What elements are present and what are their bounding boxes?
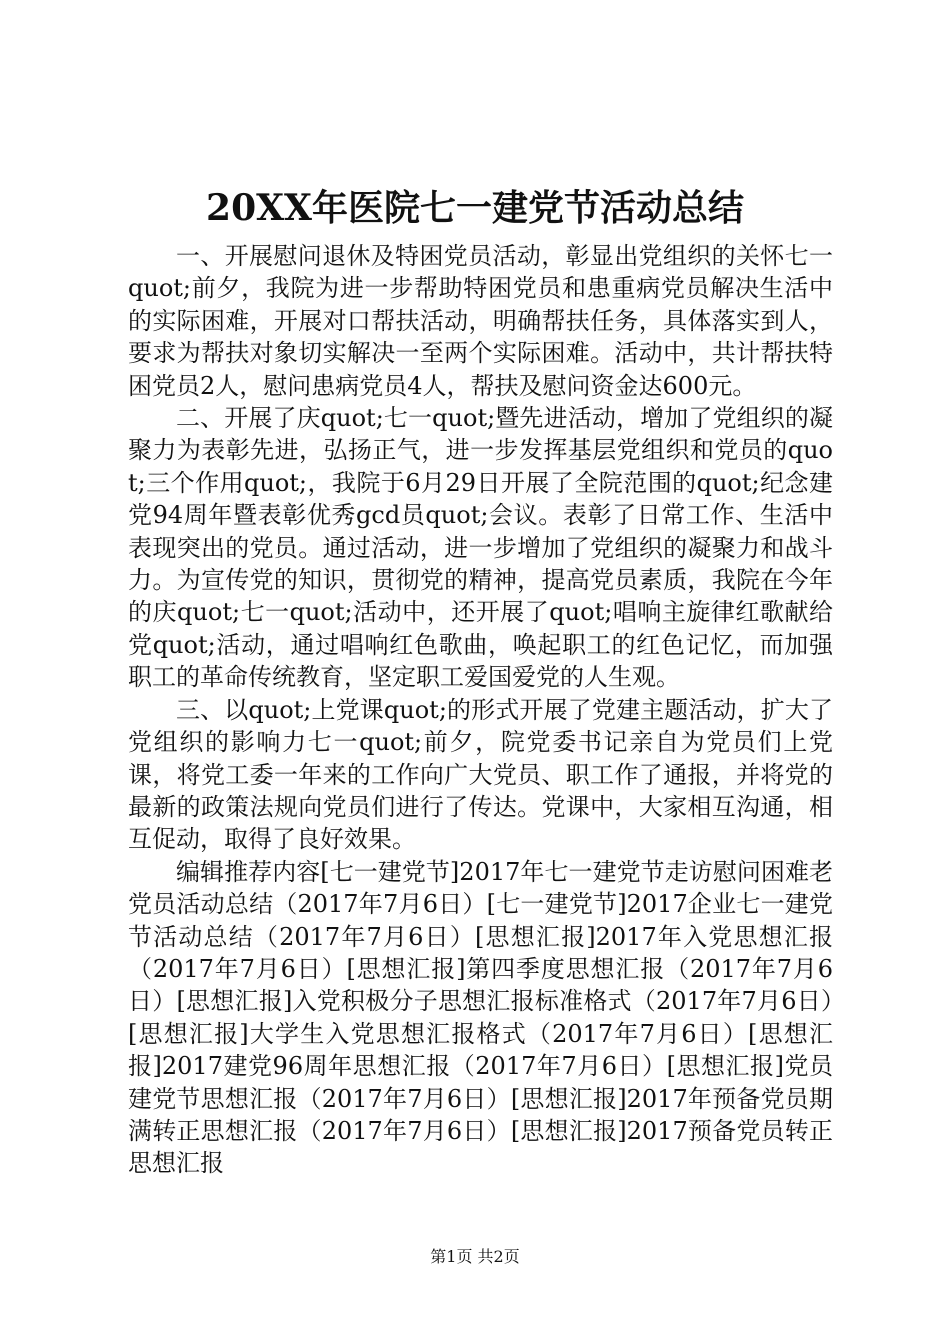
paragraph-1: 一、开展慰问退休及特困党员活动，彰显出党组织的关怀七一quot;前夕，我院为进一步帮助特困党员和患重病党员解决生活中的实际困难，开展对口帮扶活动，明确帮扶任务，具体落实到人，要求为帮扶对象切实解决一至两个实际困难。活动中，共计帮扶特困党员2人，慰问患病党员4人，帮扶及慰问资金达600元。 (128, 242, 833, 400)
document-body (128, 240, 833, 1180)
paragraph-3: 三、以quot;上党课quot;的形式开展了党建主题活动，扩大了党组织的影响力七一quot;前夕，院党委书记亲自为党员们上党课，将党工委一年来的工作向广大党员、职工作了通报，并将党的最新的政策法规向党员们进行了传达。党课中，大家相互沟通，相互促动，取得了良好效果。 (128, 695, 833, 854)
paragraph-recommended: 编辑推荐内容[七一建党节]2017年七一建党节走访慰问困难老党员活动总结（2017年7月6日）[七一建党节]2017企业七一建党节活动总结（2017年7月6日）[思想汇报]2017年入党思想汇报（2017年7月6日）[思想汇报]第四季度思想汇报（2017年7月6日）[思想汇报]入党积极分子思想汇报标准格式（2017年7月6日）[思想汇报]大学生入党思想汇报格式（2017年7月6日）[思想汇报]2017建党96周年思想汇报（2017年7月6日）[思想汇报]党员建党节思想汇报（2017年7月6日）[思想汇报]2017年预备党员期满转正思想汇报（2017年7月6日）[思想汇报]2017预备党员转正思想汇报 (128, 857, 833, 1178)
page-number-footer: 第1页 共2页 (430, 1247, 520, 1266)
document-title: 20XX年医院七一建党节活动总结 (206, 187, 744, 229)
paragraph-2: 二、开展了庆quot;七一quot;暨先进活动，增加了党组织的凝聚力为表彰先进，弘扬正气，进一步发挥基层党组织和党员的quot;三个作用quot;，我院于6月29日开展了全院范围的quot;纪念建党94周年暨表彰优秀gcd员quot;会议。表彰了日常工作、生活中表现突出的党员。通过活动，进一步增加了党组织的凝聚力和战斗力。为宣传党的知识，贯彻党的精神，提高党员素质，我院在今年的庆quot;七一quot;活动中，还开展了quot;唱响主旋律红歌献给党quot;活动，通过唱响红色歌曲，唤起职工的红色记忆，而加强职工的革命传统教育，坚定职工爱国爱党的人生观。 (128, 404, 833, 692)
